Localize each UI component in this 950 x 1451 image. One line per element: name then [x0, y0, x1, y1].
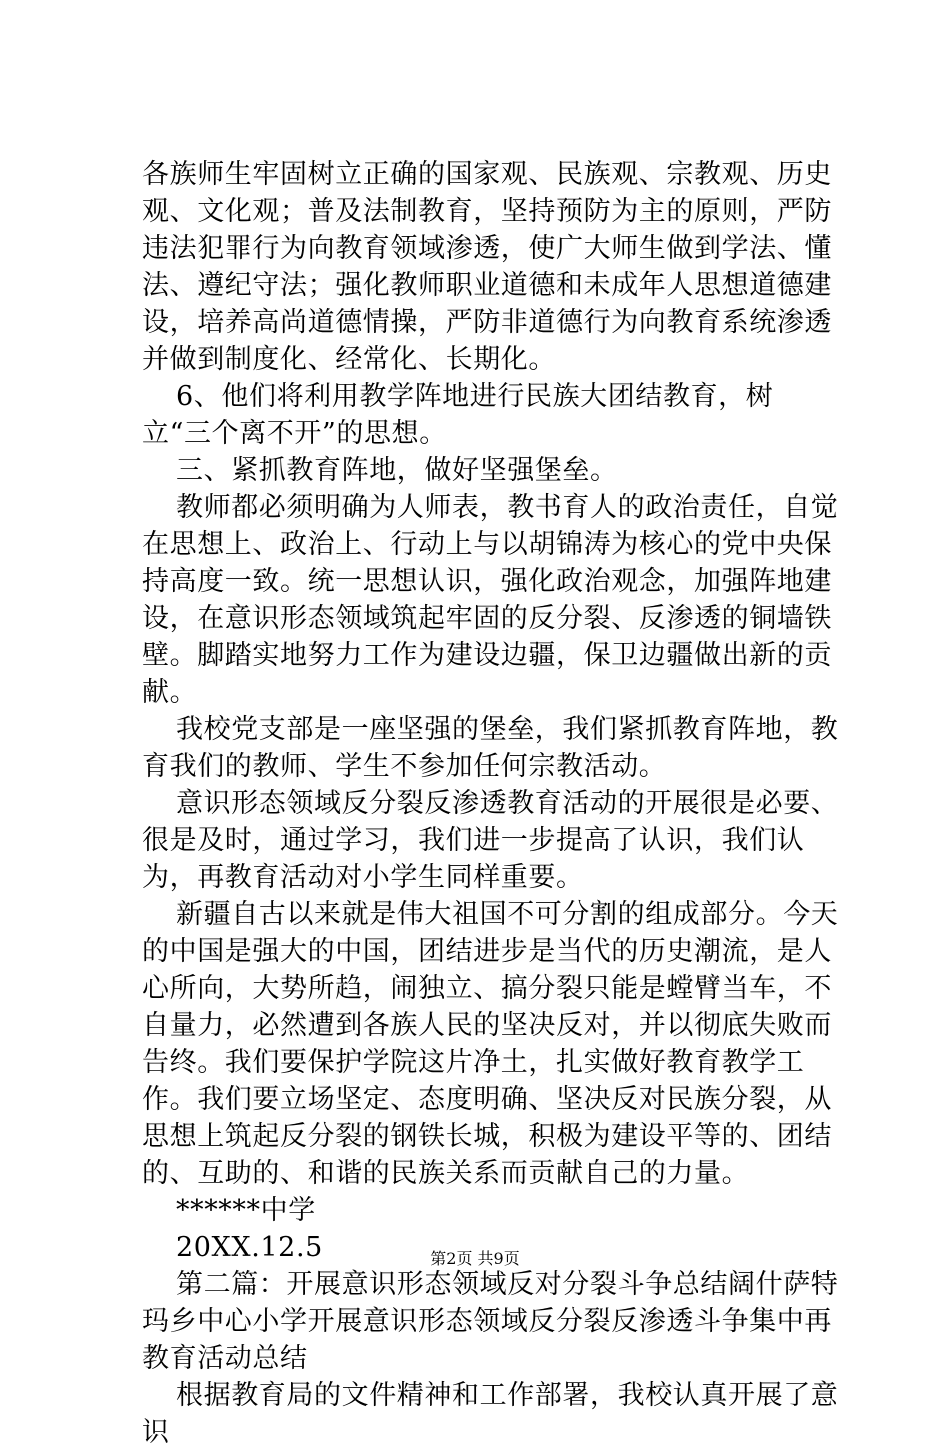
paragraph-party-branch: 我校党支部是一座坚强的堡垒，我们紧抓教育阵地，教育我们的教师、学生不参加任何宗教活动。 — [142, 714, 839, 782]
page-number-footer: 第2页 共9页 — [430, 1249, 520, 1268]
second-section-title: 第二篇：开展意识形态领域反对分裂斗争总结阔什萨特玛乡中心小学开展意识形态领域反分裂反渗透斗争集中再教育活动总结 — [142, 1269, 839, 1374]
paragraph-xinjiang: 新疆自古以来就是伟大祖国不可分割的组成部分。今天的中国是强大的中国，团结进步是当代的历史潮流，是人心所向，大势所趋，闹独立、搞分裂只能是螳臂当车，不自量力，必然遭到各族人民的坚决反对，并以彻底失败而告终。我们要保护学院这片净土，扎实做好教育教学工作。我们要立场坚定、态度明确、坚决反对民族分裂，从思想上筑起反分裂的钢铁长城，积极为建设平等的、团结的、互助的、和谐的民族关系而贡献自己的力量。 — [142, 899, 839, 1189]
paragraph-continuation: 各族师生牢固树立正确的国家观、民族观、宗教观、历史观、文化观；普及法制教育，坚持预防为主的原则，严防违法犯罪行为向教育领域渗透，使广大师生做到学法、懂法、遵纪守法；强化教师职业道德和未成年人思想道德建设，培养高尚道德情操，严防非道德行为向教育系统渗透并做到制度化、经常化、长期化。 — [142, 159, 832, 375]
signature-organization: ******中学 — [176, 1195, 316, 1226]
paragraph-education-activity: 意识形态领域反分裂反渗透教育活动的开展很是必要、很是及时，通过学习，我们进一步提高了认识，我们认为，再教育活动对小学生同样重要。 — [142, 788, 839, 893]
section-heading-three: 三、紧抓教育阵地，做好坚强堡垒。 — [176, 455, 618, 486]
paragraph-item-6: 6、他们将利用教学阵地进行民族大团结教育，树立“三个离不开”的思想。 — [142, 381, 774, 449]
second-section-opening: 根据教育局的文件精神和工作部署，我校认真开展了意识 — [142, 1380, 839, 1448]
paragraph-teacher-responsibility: 教师都必须明确为人师表，教书育人的政治责任，自觉在思想上、政治上、行动上与以胡锦涛为核心的党中央保持高度一致。统一思想认识，强化政治观念，加强阵地建设，在意识形态领域筑起牢固的反分裂、反渗透的铜墙铁壁。脚踏实地努力工作为建设边疆，保卫边疆做出新的贡献。 — [142, 492, 839, 708]
signature-date: 20XX.12.5 — [176, 1232, 323, 1263]
